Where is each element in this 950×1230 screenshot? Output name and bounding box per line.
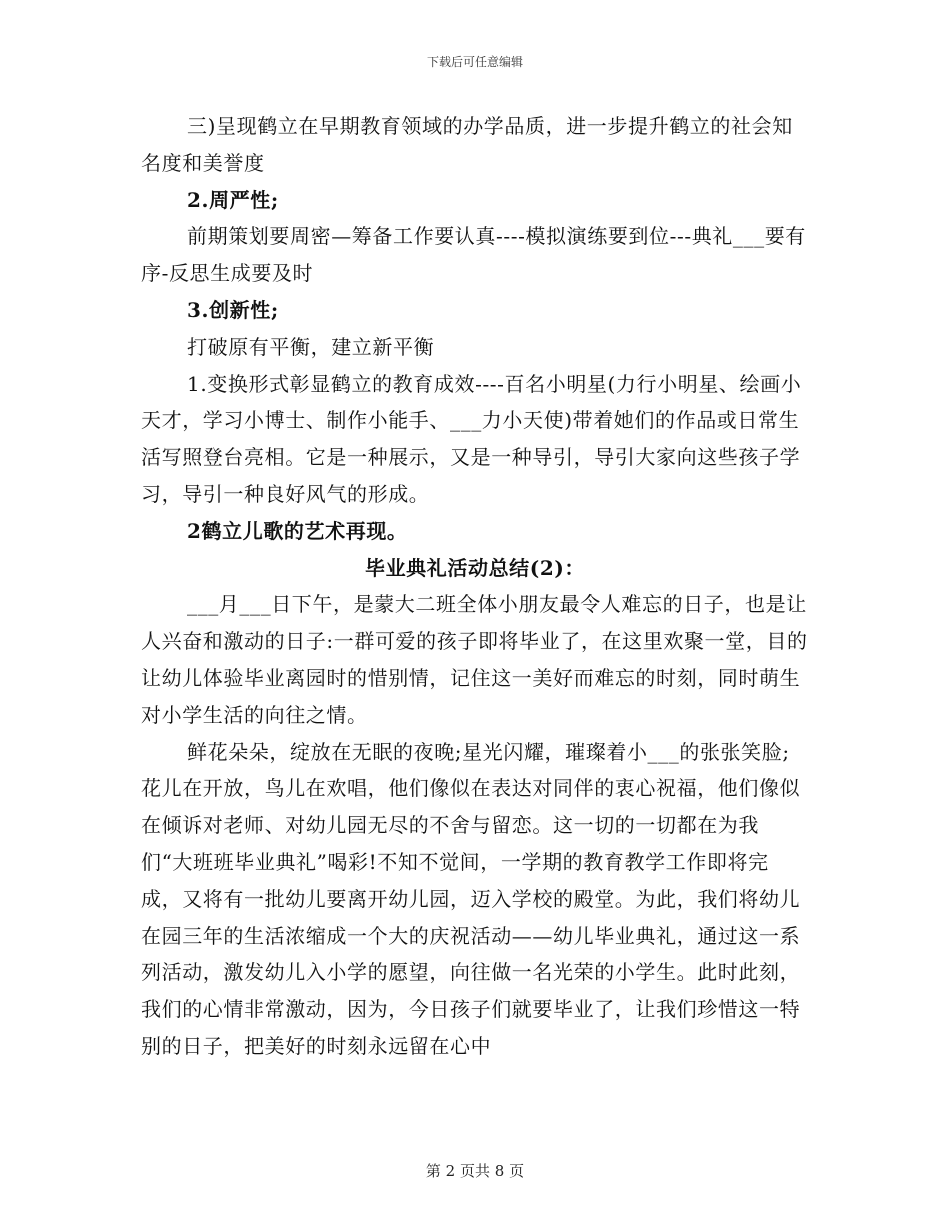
paragraph-goal-3: 三)呈现鹤立在早期教育领域的办学品质，进一步提升鹤立的社会知名度和美誉度 [141, 114, 793, 175]
section-innovation-heading: 3.创新性; [187, 297, 279, 322]
paragraph-item-1: 1.变换形式彰显鹤立的教育成效----百名小明星(力行小明星、绘画小天才，学习小博士、制作小能手、___力小天使)带着她们的作品或日常生活写照登台亮相。它是一种展示，又是一种导引，导引大家向这些孩子学习，导引一种良好风气的形成。 [141, 371, 802, 506]
paragraph-rigor: 前期策划要周密—筹备工作要认真----模拟演练要到位---典礼___要有序-反思生成要及时 [141, 224, 806, 286]
summary-title: 毕业典礼活动总结(2)： [364, 555, 586, 580]
page-header: 下载后可任意编辑 [426, 55, 523, 69]
paragraph-summary-body: 鲜花朵朵，绽放在无眠的夜晚;星光闪耀，璀璨着小___的张张笑脸;花儿在开放，鸟儿在欢唱，他们像似在表达对同伴的衷心祝福，他们像似在倾诉对老师、对幼儿园无尽的不舍与留恋。这一切的一切都在为我们“大班班毕业典礼”喝彩!不知不觉间，一学期的教育教学工作即将完成，又将有一批幼儿要离开幼儿园，迈入学校的殿堂。为此，我们将幼儿在园三年的生活浓缩成一个大的庆祝活动——幼儿毕业典礼，通过这一系列活动，激发幼儿入小学的愿望，向往做一名光荣的小学生。此时此刻，我们的心情非常激动，因为，今日孩子们就要毕业了，让我们珍惜这一特别的日子，把美好的时刻永远留在心中 [141, 739, 801, 1058]
section-rigor-heading: 2.周严性; [187, 187, 279, 212]
paragraph-summary-intro: ___月___日下午，是蒙大二班全体小朋友最令人难忘的日子，也是让人兴奋和激动的日子:一群可爱的孩子即将毕业了，在这里欢聚一堂，目的让幼儿体验毕业离园时的惜别情，记住这一美好而难忘的时刻，同时萌生对小学生活的向往之情。 [141, 592, 808, 727]
document-body [141, 108, 809, 1065]
paragraph-item-2: 2鹤立儿歌的艺术再现。 [187, 518, 408, 543]
paragraph-innovation: 打破原有平衡，建立新平衡 [187, 334, 435, 359]
page-footer: 第 2 页共 8 页 [425, 1162, 525, 1180]
